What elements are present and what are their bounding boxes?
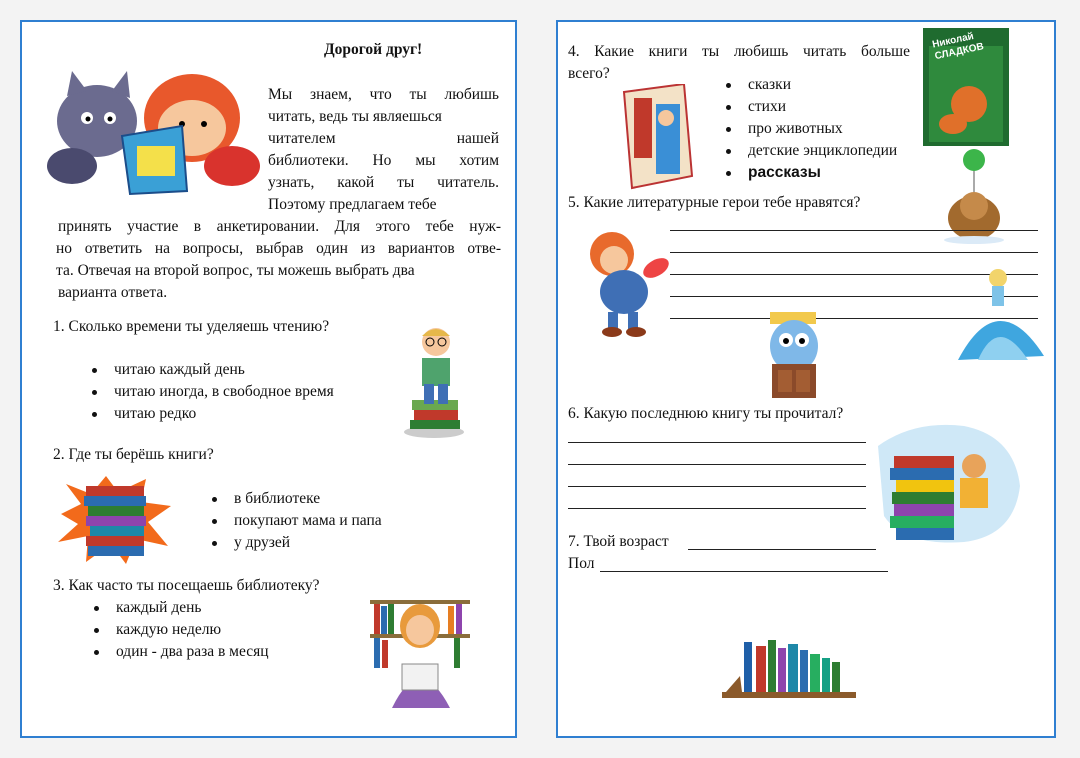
option-item[interactable]: каждый день xyxy=(92,597,269,619)
age-label: 7. Твой возраст xyxy=(568,533,669,550)
option-item[interactable]: сказки xyxy=(724,74,897,96)
owl-illustration xyxy=(748,308,838,404)
intro-line: Поэтому предлагаем тебе xyxy=(268,196,437,213)
question-4-options xyxy=(724,74,897,184)
right-page xyxy=(556,20,1056,738)
option-item[interactable]: каждую неделю xyxy=(92,619,269,641)
option-item[interactable]: один - два раза в месяц xyxy=(92,641,269,663)
intro-line: та. Отвечая на второй вопрос, ты можешь выбрать два xyxy=(56,262,415,279)
librarian-illustration xyxy=(368,590,474,710)
option-item[interactable]: читаю иногда, в свободное время xyxy=(90,381,334,403)
sex-field xyxy=(568,553,594,575)
fairy-tale-book-illustration xyxy=(622,84,694,190)
answer-line[interactable] xyxy=(568,508,866,509)
question-3: 3. Как часто ты посещаешь библиотеку? xyxy=(53,577,320,594)
book-author: Николай СЛАДКОВ xyxy=(931,30,985,63)
answer-line[interactable] xyxy=(568,486,866,487)
intro-narrow-block xyxy=(268,84,499,216)
intro-line: узнать, какой ты читатель. xyxy=(268,174,499,191)
intro-line: читать, ведь ты являешься xyxy=(268,108,442,125)
answer-line[interactable] xyxy=(568,464,866,465)
option-item[interactable]: детские энциклопедии xyxy=(724,140,897,162)
child-with-books-illustration xyxy=(874,416,1024,550)
cat-boy-reading-illustration xyxy=(42,66,262,196)
left-page xyxy=(20,20,517,738)
age-answer-line[interactable] xyxy=(688,549,876,550)
cinderella-illustration xyxy=(948,264,1048,364)
option-item[interactable]: у друзей xyxy=(210,532,382,554)
question-3-options xyxy=(92,597,269,663)
option-item[interactable]: в библиотеке xyxy=(210,488,382,510)
question-6: 6. Какую последнюю книгу ты прочитал? xyxy=(568,405,844,422)
intro-line: читателем нашей xyxy=(268,130,499,147)
option-item[interactable]: стихи xyxy=(724,96,897,118)
option-item[interactable]: покупают мама и папа xyxy=(210,510,382,532)
answer-line[interactable] xyxy=(670,230,1038,231)
option-item[interactable]: читаю редко xyxy=(90,403,334,425)
sladkov-book-cover xyxy=(923,28,1009,146)
book-stack-illustration xyxy=(56,474,174,566)
answer-line[interactable] xyxy=(568,442,866,443)
answer-line[interactable] xyxy=(670,252,1038,253)
question-2: 2. Где ты берёшь книги? xyxy=(53,446,214,463)
question-1-options xyxy=(90,359,334,425)
question-4-line: 4. Какие книги ты любишь читать больше xyxy=(568,43,910,60)
intro-wide-block xyxy=(56,216,501,304)
option-item[interactable]: рассказы xyxy=(724,162,897,184)
sex-label: Пол xyxy=(568,555,595,572)
question-4-line: всего? xyxy=(568,65,610,82)
karlsson-illustration xyxy=(582,228,672,338)
boy-on-books-illustration xyxy=(402,322,472,440)
question-5: 5. Какие литературные герои тебе нравятся? xyxy=(568,194,861,211)
option-item[interactable]: читаю каждый день xyxy=(90,359,334,381)
question-1: 1. Сколько времени ты уделяешь чтению? xyxy=(53,318,330,335)
intro-line: библиотеки. Но мы хотим xyxy=(268,152,499,169)
intro-line: Мы знаем, что ты любишь xyxy=(268,86,499,103)
question-2-options xyxy=(210,488,382,554)
intro-line: но ответить на вопросы, выбрав один из вариантов отве- xyxy=(56,240,501,257)
sex-answer-line[interactable] xyxy=(600,571,888,572)
intro-line: варианта ответа. xyxy=(58,284,168,301)
age-field xyxy=(568,531,669,553)
greeting-title: Дорогой друг! xyxy=(324,41,423,58)
intro-line: принять участие в анкетировании. Для этого тебе нуж- xyxy=(58,218,501,235)
bookshelf-illustration xyxy=(722,636,856,702)
option-item[interactable]: про животных xyxy=(724,118,897,140)
